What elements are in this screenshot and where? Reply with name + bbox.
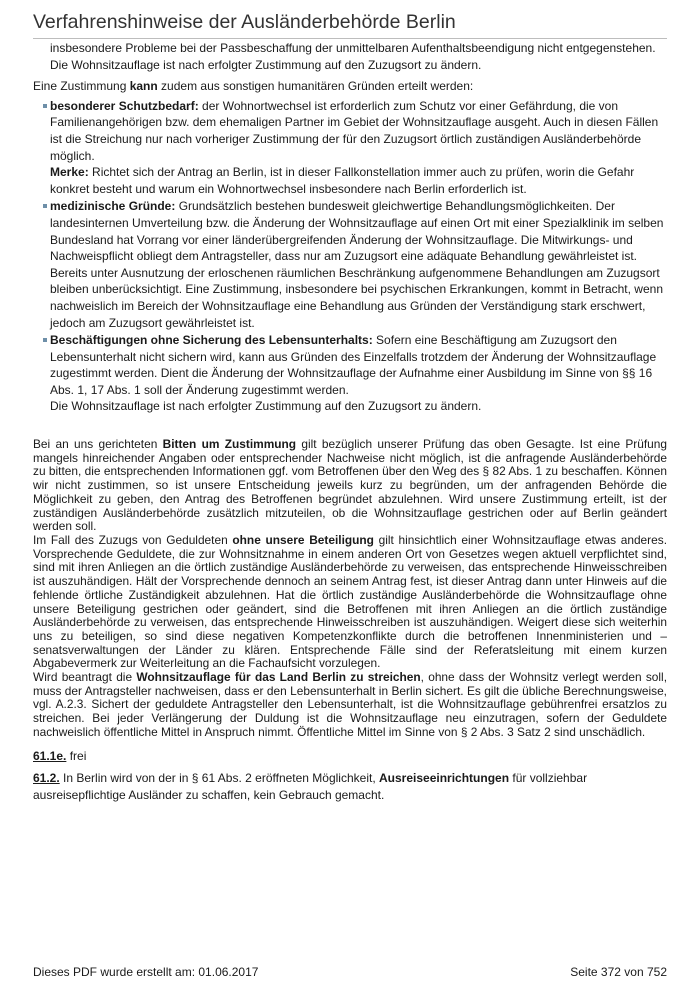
paragraph-geduldete	[33, 534, 667, 671]
created-date: Dieses PDF wurde erstellt am: 01.06.2017	[33, 965, 259, 979]
section-61-1e	[33, 748, 667, 765]
intro-text-end: zudem aus sonstigen humanitären Gründen erteilt werden:	[157, 79, 474, 94]
list-item	[33, 98, 667, 198]
section-text-end: für vollziehbar ausreisepflichtige Ausländer zu schaffen, kein Gebrauch gemacht.	[33, 771, 588, 802]
bullet-text: der Wohnortwechsel ist erforderlich zum Schutz vor einer Gefährdung, die von Familienangehörigen bzw. dem ehemaligen Partner im Gebiet der Wohnsitzauflage ausgeht. Auch in diesen Fällen ist die Streichung nur nach vorheriger Zustimmung der für den Zuzugsort örtlich zuständigen Ausländerbehörde möglich.	[50, 98, 659, 163]
bullet-text: Grundsätzlich bestehen bundesweit gleichwertige Behandlungsmöglichkeiten. Der landesinternen Umverteilung bzw. die Änderung der Wohnsitzauflage auf einen Ort mit einer Spezialklinik im selben Bundesland hat Vorrang vor einer länderübergreifenden Änderung der Wohnsitzauflage. Die Mitwirkungs- und Nachweispflicht obliegt dem Antragsteller, dass nur am Zuzugsort eine adäquate Behandlung gewährleistet ist. Bereits unter Ausnutzung der erloschenen räumlichen Beschränkung aufgenommene Behandlungen am Zuzugsort bleiben unberücksichtigt. Eine Zustimmung, insbesondere bei psychischen Erkrankungen, kommt in Betracht, wenn nachweislich im Bereich der Wohnsitzauflage eine Behandlung aus Gründen der Verständigung stark erschwert, jedoch am Zuzugsort gewährleistet ist.	[50, 199, 664, 330]
section-bold: Ausreiseeinrichtungen	[379, 771, 510, 786]
bullet-text: Sofern eine Beschäftigung am Zuzugsort den Lebensunterhalt nicht sichern wird, kann aus Gründen des Einzelfalls trotzdem der Änderung der Wohnsitzauflage zugestimmt werden. Dient die Änderung der Wohnsitzauflage der Aufnahme einer Ausbildung im Sinne von §§ 16 Abs. 1, 17 Abs. 1 soll der Änderung zugestimmt werden.	[50, 333, 657, 397]
paragraph-bitten	[33, 438, 667, 534]
page-content	[33, 40, 667, 803]
paragraph-streichen	[33, 671, 667, 740]
intro-bold: kann	[129, 79, 158, 94]
merke-label: Merke:	[50, 165, 89, 180]
bullet-title: Beschäftigungen ohne Sicherung des Lebensunterhalts:	[50, 333, 373, 348]
bullet-square-icon	[43, 338, 47, 342]
paragraph-text-end: , ohne dass der Wohnsitz verlegt werden soll, muss der Antragsteller nachweisen, dass er den Lebensunterhalt in Berlin sichert. Es gilt die übliche Berechnungsweise, vgl. A.2.3. Sichert der geduldete Antragsteller den Lebensunterhalt, ist die Wohnsitzauflage gebührenfrei ersatzlos zu streichen. Bei jeder Verlängerung der Duldung ist die Wohnsitzauflage neu einzutragen, sofern der Geduldete nachweislich öffentliche Mittel in Anspruch nimmt. Öffentliche Mittel im Sinne von § 2 Abs. 3 Satz 2 sind unschädlich.	[33, 670, 668, 739]
bullet-extra-text: Die Wohnsitzauflage ist nach erfolgter Zustimmung auf den Zuzugsort zu ändern.	[50, 399, 482, 414]
page-footer	[33, 963, 667, 981]
list-item	[33, 198, 667, 331]
paragraph-bold: Wohnsitzauflage für das Land Berlin zu streichen	[136, 670, 421, 685]
continuation-paragraph: insbesondere Probleme bei der Passbeschaffung der unmittelbaren Aufenthaltsbeendigung nicht entgegenstehen. Die Wohnsitzauflage ist nach erfolgter Zustimmung auf den Zuzugsort zu ändern.	[50, 41, 656, 72]
paragraph-text-end: gilt hinsichtlich einer Wohnsitzauflage etwas anderes. Vorsprechende Geduldete, die zur Wohnsitznahme in einem anderen Ort von Gesetzes wegen aktuell verpflichtet sind, sind mit ihren Anliegen an die örtlich zuständige Ausländerbehörde zu verweisen, das entsprechende Hinweisschreiben ist auszuhändigen. Hält der Vorsprechende dennoch an seinem Antrag fest, ist dieser Antrag dann unter Hinweis auf die fehlende örtliche Zuständigkeit abzulehnen. Hat die örtlich zuständige Ausländerbehörde die Wohnsitzauflage ohne unsere Beteiligung gestrichen oder geändert, sind die Betroffenen mit ihren Anliegen an die örtlich zuständige Ausländerbehörde zu verweisen, das entsprechende Hinweisschreiben ist auszuhändigen. Weigert diese sich weiterhin uns zu beteiligen, so sind diese negativen Kompetenzkonflikte durch die betroffenen Innenministerien und –senatsverwaltungen der Länder zu klären. Entsprechende Fälle sind der Referatsleitung mit einem kurzen Abgabevermerk zur Weiterleitung an die Fachaufsicht vorzulegen.	[33, 532, 667, 671]
merke-text: Richtet sich der Antrag an Berlin, ist in dieser Fallkonstellation immer auch zu prüfen, worin die Gefahr konkret besteht und warum ein Wohnortwechsel insbesondere nach Berlin erforderlich ist.	[50, 165, 635, 196]
paragraph-text: Wird beantragt die	[33, 670, 137, 685]
section-text: In Berlin wird von der in § 61 Abs. 2 eröffneten Möglichkeit,	[59, 771, 379, 786]
paragraph-bold: ohne unsere Beteiligung	[232, 532, 374, 547]
section-number: 61.2.	[33, 771, 60, 786]
intro-paragraph	[33, 78, 667, 95]
bullet-title: besonderer Schutzbedarf:	[50, 98, 199, 113]
paragraph-text: Bei an uns gerichteten	[33, 437, 163, 452]
bullet-title: medizinische Gründe:	[50, 199, 176, 214]
intro-text: Eine Zustimmung	[33, 79, 130, 94]
paragraph-text: Im Fall des Zuzugs von Geduldeten	[33, 532, 233, 547]
reasons-list	[33, 98, 667, 415]
paragraph-bold: Bitten um Zustimmung	[162, 437, 297, 452]
bullet-square-icon	[43, 104, 47, 108]
document-title: Verfahrenshinweise der Ausländerbehörde Berlin	[33, 11, 456, 33]
page-header	[33, 6, 667, 39]
bullet-square-icon	[43, 204, 47, 208]
paragraph-text-end: gilt bezüglich unserer Prüfung das oben Gesagte. Ist eine Prüfung mangels hinreichender Angaben oder entsprechender Nachweise nicht möglich, ist die anfragende Ausländerbehörde zu bitten, die entsprechenden Informationen ggf. vom Betroffenen über den Weg des § 82 Abs. 1 zu beschaffen. Können wir nicht zustimmen, so ist unsere Entscheidung jeweils kurz zu begründen, um der anfragenden Behörde die Möglichkeit zu geben, den Antrag des Betroffenen begründet abzulehnen. Wird unsere Zustimmung erteilt, ist der zuständigen Ausländerbehörde zusätzlich mitzuteilen, ob die Wohnsitzauflage gestrichen oder auf Berlin geändert werden soll.	[33, 437, 668, 534]
section-61-2	[33, 770, 667, 803]
section-number: 61.1e.	[33, 748, 67, 763]
page-number: Seite 372 von 752	[570, 965, 667, 979]
section-text: frei	[66, 748, 87, 763]
list-item	[33, 332, 667, 415]
